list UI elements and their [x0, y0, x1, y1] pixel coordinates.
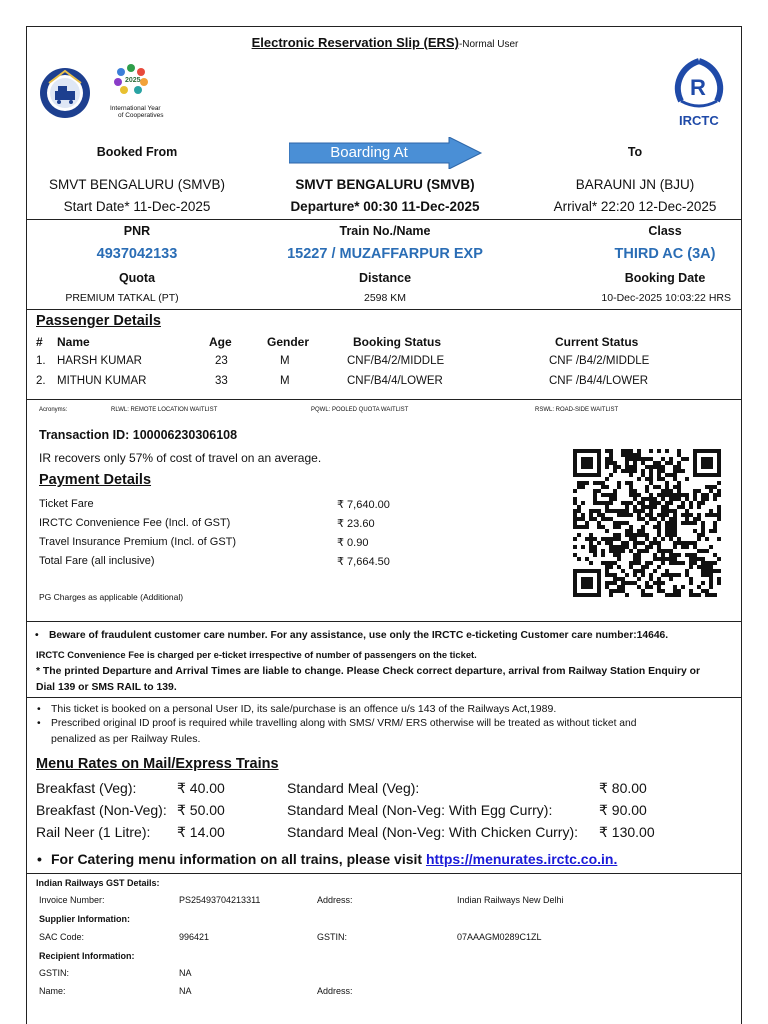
menu-item-label: Rail Neer (1 Litre): [36, 824, 151, 840]
boarding-at-arrow [289, 137, 483, 169]
recipient-name-value: NA [179, 986, 192, 996]
menu-item-price: ₹ 90.00 [599, 802, 647, 818]
total-fare-label: Total Fare (all inclusive) [39, 555, 155, 567]
start-date: Start Date* 11-Dec-2025 [63, 199, 211, 214]
ers-document [26, 26, 742, 1024]
personal-id-notice [51, 703, 556, 715]
menu-item-label: Breakfast (Veg): [36, 780, 137, 796]
passenger-current-status: CNF /B4/2/MIDDLE [549, 355, 650, 367]
menu-item-price: ₹ 40.00 [177, 780, 225, 796]
menu-item-label: Standard Meal (Veg): [287, 780, 420, 796]
departure-time: Departure* 00:30 11-Dec-2025 [290, 199, 480, 214]
passenger-gender: M [280, 375, 290, 387]
acronym-rlwl: RLWL: REMOTE LOCATION WAITLIST [111, 407, 218, 413]
svg-text:R: R [690, 75, 706, 100]
cooperatives-logo [111, 63, 171, 123]
recipient-name-label: Name: [39, 986, 66, 996]
title-text: Electronic Reservation Slip (ERS) [251, 35, 459, 50]
gstin-value: 07AAAGM0289C1ZL [457, 932, 542, 942]
menu-item-label: Standard Meal (Non-Veg: With Egg Curry): [287, 802, 553, 818]
quota-label: Quota [118, 271, 156, 285]
divider [27, 697, 741, 698]
gstin-label: GSTIN: [317, 932, 348, 942]
passenger-number: 2. [36, 375, 46, 387]
menu-item-price: ₹ 130.00 [599, 824, 655, 840]
menu-item-price: ₹ 50.00 [177, 802, 225, 818]
quota-value: PREMIUM TATKAL (PT) [65, 292, 179, 304]
payment-details-heading: Payment Details [39, 472, 152, 488]
cooperatives-text-line2: of Cooperatives [118, 112, 164, 119]
recovery-note: IR recovers only 57% of cost of travel on an average. [39, 451, 322, 465]
irctc-logo-text: IRCTC [679, 113, 719, 128]
to-label: To [627, 145, 643, 159]
acronym-pqwl: PQWL: POOLED QUOTA WAITLIST [311, 407, 409, 413]
catering-info [51, 851, 617, 867]
col-header-name: Name [57, 335, 90, 349]
pnr-label: PNR [123, 224, 151, 238]
catering-text: • For Catering menu information on all trains, please visit [51, 851, 426, 867]
divider [27, 399, 741, 400]
convenience-fee-value: ₹ 23.60 [337, 518, 375, 530]
personal-id-notice-text: • This ticket is booked on a personal User ID, its sale/purchase is an offence u/s 143 of the Railways Act,1989. [51, 703, 556, 715]
invoice-label: Invoice Number: [39, 895, 105, 905]
booking-date-label: Booking Date [624, 271, 706, 285]
id-proof-notice [51, 718, 636, 729]
transaction-id: Transaction ID: 100006230306108 [39, 428, 238, 442]
cooperatives-year: 2025 [125, 77, 141, 84]
qr-code [573, 447, 721, 599]
passenger-name: MITHUN KUMAR [57, 375, 147, 387]
invoice-value: PS25493704213311 [179, 895, 261, 905]
irctc-logo [669, 57, 733, 131]
divider [27, 219, 741, 220]
total-fare-value: ₹ 7,664.50 [337, 556, 390, 568]
passenger-booking-status: CNF/B4/2/MIDDLE [347, 355, 445, 367]
col-header-booking-status: Booking Status [353, 335, 442, 349]
class-label: Class [648, 224, 682, 238]
col-header-current-status: Current Status [555, 335, 639, 349]
class-value: THIRD AC (3A) [614, 246, 716, 262]
ticket-fare-value: ₹ 7,640.00 [337, 499, 390, 511]
address-label: Address: [317, 895, 353, 905]
pnr-value: 4937042133 [96, 246, 178, 262]
acronyms-label: Acronyms: [39, 407, 68, 413]
col-header-age: Age [209, 335, 232, 349]
booking-date-value: 10-Dec-2025 10:03:22 HRS [601, 292, 731, 304]
menu-item-price: ₹ 80.00 [599, 780, 647, 796]
recipient-address-label: Address: [317, 986, 353, 996]
passenger-number: 1. [36, 355, 46, 367]
fraud-notice-text: • Beware of fraudulent customer care number. For any assistance, use only the IRCTC e-ticketing Customer care number:14646. [49, 630, 668, 641]
train-label: Train No./Name [339, 224, 431, 238]
passenger-gender: M [280, 355, 290, 367]
boarding-at-label: Boarding At [330, 144, 408, 161]
sac-label: SAC Code: [39, 932, 85, 942]
fraud-notice [49, 630, 668, 641]
convenience-notice: IRCTC Convenience Fee is charged per e-ticket irrespective of number of passengers on the ticket. [36, 649, 477, 660]
boarding-station: SMVT BENGALURU (SMVB) [295, 177, 475, 192]
recipient-gstin-label: GSTIN: [39, 968, 70, 978]
divider [27, 309, 741, 310]
passenger-name: HARSH KUMAR [57, 355, 142, 367]
booked-from-label: Booked From [96, 145, 178, 159]
from-station: SMVT BENGALURU (SMVB) [48, 177, 226, 192]
passenger-age: 23 [215, 355, 228, 367]
menu-item-label: Standard Meal (Non-Veg: With Chicken Curry): [287, 824, 578, 840]
document-title [27, 35, 743, 50]
title-subtitle: -Normal User [458, 39, 519, 50]
convenience-fee-label: IRCTC Convenience Fee (Incl. of GST) [39, 517, 231, 529]
sac-value: 996421 [179, 932, 210, 942]
catering-link[interactable]: https://menurates.irctc.co.in. [425, 851, 618, 867]
passenger-details-heading: Passenger Details [36, 313, 161, 329]
recipient-gstin-value: NA [179, 968, 192, 978]
indian-railways-logo [39, 67, 91, 119]
supplier-title: Supplier Information: [39, 914, 130, 924]
passenger-booking-status: CNF/B4/4/LOWER [347, 375, 443, 387]
col-header-gender: Gender [267, 335, 310, 349]
to-station: BARAUNI JN (BJU) [575, 177, 695, 192]
id-proof-notice-text: • Prescribed original ID proof is required while travelling along with SMS/ VRM/ ERS otherwise will be treated as without ticket and [51, 718, 636, 729]
pg-charges-note: PG Charges as applicable (Additional) [39, 592, 184, 602]
train-value: 15227 / MUZAFFARPUR EXP [287, 246, 483, 262]
divider [27, 621, 741, 622]
id-proof-notice-line2: penalized as per Railway Rules. [51, 733, 201, 745]
cooperatives-text-line1: International Year [110, 105, 161, 112]
divider [27, 873, 741, 874]
acronym-rswl: RSWL: ROAD-SIDE WAITLIST [535, 407, 619, 413]
distance-value: 2598 KM [363, 292, 407, 304]
insurance-value: ₹ 0.90 [337, 537, 369, 549]
insurance-label: Travel Insurance Premium (Incl. of GST) [39, 536, 237, 548]
distance-label: Distance [358, 271, 412, 285]
col-header-number: # [36, 335, 43, 349]
gst-title: Indian Railways GST Details: [36, 878, 160, 888]
ticket-fare-label: Ticket Fare [39, 498, 94, 510]
menu-item-price: ₹ 14.00 [177, 824, 225, 840]
menu-item-label: Breakfast (Non-Veg): [36, 802, 167, 818]
menu-rates-heading: Menu Rates on Mail/Express Trains [36, 756, 279, 772]
passenger-age: 33 [215, 375, 228, 387]
times-notice-line1: * The printed Departure and Arrival Times are liable to change. Please Check correct departure, arrival from Railway Station Enquiry or [36, 666, 701, 677]
arrival-time: Arrival* 22:20 12-Dec-2025 [553, 199, 717, 214]
recipient-title: Recipient Information: [39, 951, 135, 961]
passenger-current-status: CNF /B4/4/LOWER [549, 375, 649, 387]
times-notice-line2: Dial 139 or SMS RAIL to 139. [36, 682, 177, 693]
address-value: Indian Railways New Delhi [457, 895, 564, 905]
